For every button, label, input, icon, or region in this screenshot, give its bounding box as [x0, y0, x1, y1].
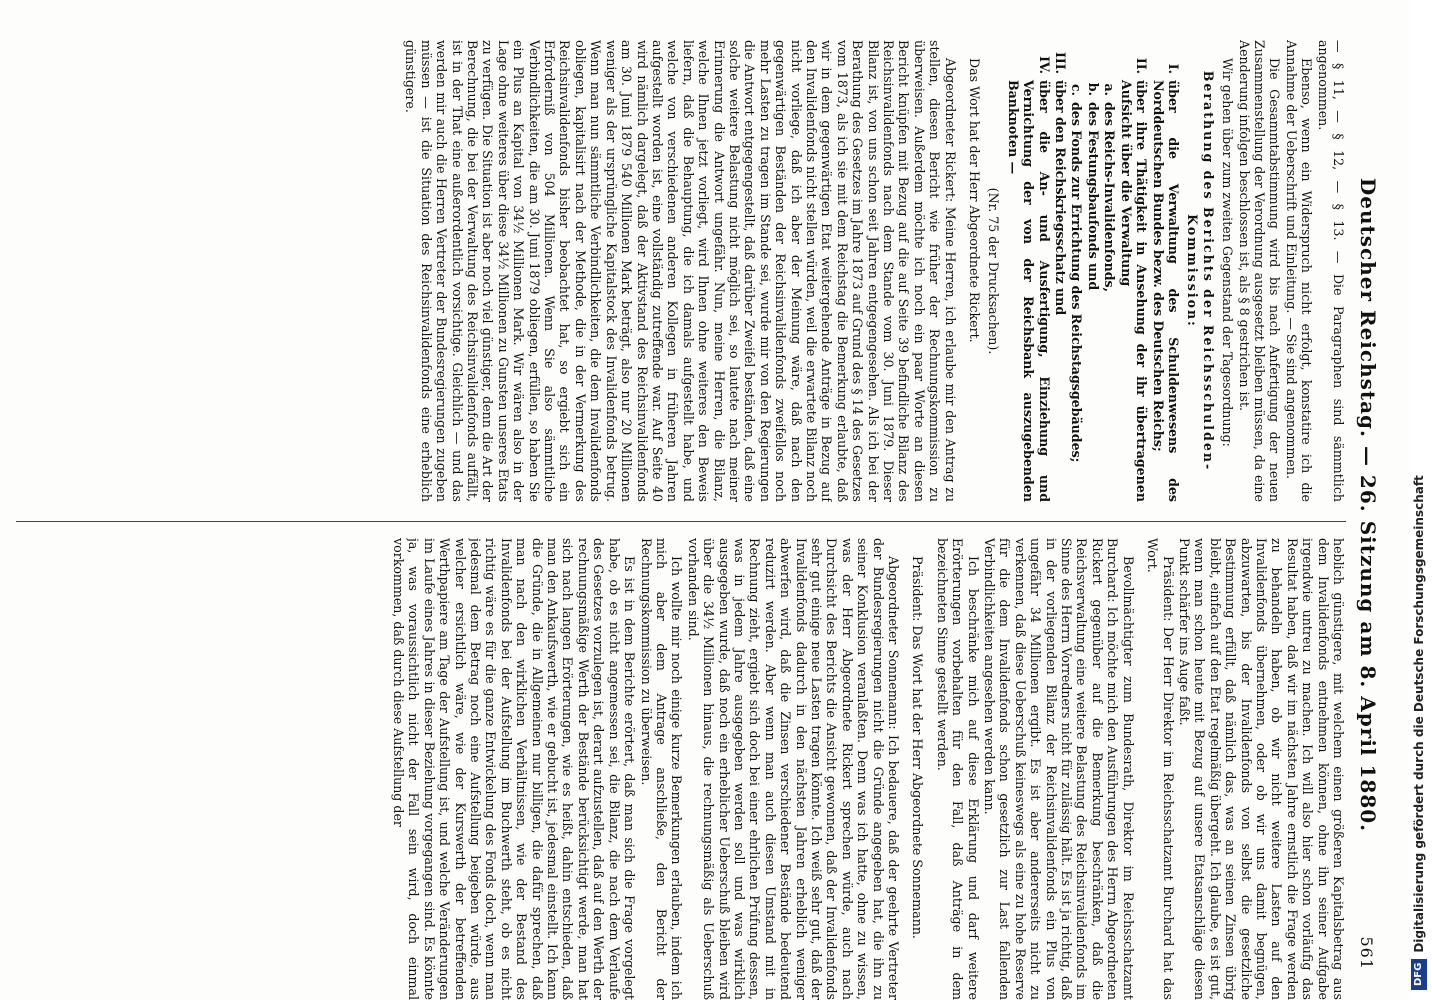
agenda-item-text: des Festungsbaufonds und: [1085, 102, 1101, 291]
text-column-right: [10, 538, 1346, 1000]
column-divider: [16, 521, 1346, 522]
paragraph: — § 11, — § 12, — § 13. — Die Paragraphen sind sämmtlich angenommen.: [1315, 40, 1346, 502]
paragraph: Wir gehen über zum zweiten Gegenstand der Tagesordnung:: [1220, 58, 1236, 447]
agenda-item-text: über die Verwaltung des Schuldenwesens des Norddeutschen Bundes bezw. des Deutschen Reichs;: [1150, 80, 1181, 502]
paragraph: Abgeordneter Rickert: Meine Herren, ich erlaube mir den Antrag zu stellen, diesen Bericht wie früher der Rechnungskommission zu überweisen. Außerdem möchte ich noch ein paar Worte an diesen Bericht knüpfen mit Bezug auf die auf Seite 39 befindliche Bilanz des Reichsinvalidenfonds nach dem Stande vom 30. Juni 1879. Dieser Bilanz ist, von uns schon seit Jahren entgegengesehen. Als ich bei der Berathung des Gesetzes im Jahre 1873 auf Grund des § 14 des Gesetzes vom 1873, als ich sie mit dem Reichstag die Bemerkung erlaubte, daß wir in dem gegenwärtigen Etat weitergehende Anträge in Bezug auf den Invalidenfonds nicht stellen würden, weil die erwartete Bilanz noch nicht vorliege, daß ich aber der Meinung wäre, daß nach den gegenwärtigen Beständen der Reichsinvalidenfonds zweifellos noch mehr Lasten zu tragen im Stande sei, wurde mir von den Regierungen die Antwort entgegengestellt, daß darüber Zweifel beständen, daß eine solche weitere Belastung nicht möglich sei, so lautete nach meiner Erinnerung die Antwort ungefähr. Nun, meine Herren, die Bilanz, welche Ihnen jetzt vorliegt, wird Ihnen ohne weiteres den Beweis liefern, daß die Behauptung, die ich damals aufgestellt habe, und welche von verschiedenen anderen Kollegen in früheren Jahren aufgestellt worden ist, eine vollständig zutreffende war. Auf Seite 40 wird nämlich dargelegt, daß der Aktivstand des Reichsinvalidenfonds am 30. Juni 1879 540 Millionen Mark beträgt, also nur 20 Millionen weniger als der ursprüngliche Kapitalstock des Invalidenfonds betrug. Wenn man nun sämmtliche Verbindlichkeiten, die dem Invalidenfonds obliegen, kapitalisirt nach der Methode, die in der Vermerkung des Reichsinvalidenfonds bisher beobachtet hat, so ergiebt sich ein Erforderniß von 504 Millionen. Wenn Sie also sämmtliche Verbindlichkeiten, die am 30. Juni 1879 obliegen, erfüllen, so haben Sie ein Plus an Kapital von 34½ Millionen Mark. Wir wären also in der Lage ohne weiteres über diese 34½ Millionen zu Gunsten unseres Etats zu verfügen. Die Situation ist aber noch viel günstiger, denn die Art der Berechnung, die bei der Verwaltung des Reichsinvalidenfonds auffällt, ist in der That eine außerordentlich vorsichtige. Gleichlich — und das werden mir auch die Herren Vertreter der Bundesregierungen zugeben müssen — ist die Situation des Reichsinvalidenfonds eine erheblich günstigere.: [403, 40, 958, 502]
paragraph: Ich wollte mir noch einige kurze Bemerkungen erlauben, indem ich mich aber dem Antrage anschließe, den Bericht der Rechnungskommission zu überweisen.: [638, 538, 685, 1000]
paragraph-gap: [925, 538, 933, 1000]
agenda-item-number: II.: [1134, 57, 1150, 74]
agenda-item: [1102, 40, 1117, 502]
agenda-item: [1118, 40, 1149, 502]
paragraph: heblich günstigere, mit welchem einen größeren Kapitalsbetrag aus dem Invalidenfonds entnehmen können, ohne ihn seiner Aufgabe irgendwie untreu zu machen. Ich will also hier schon vorläufig das Resultat haben, daß wir im nächsten Jahre ernstlich die Frage werden zu behandeln haben, ob wir nicht weitere Lasten auf den Invalidenfonds übernehmen, oder ob wir uns damit begnügen, abzuwarten, bis der Invalidenfonds von selbst die gesetzliche Bestimmung erfüllt, daß nämlich das, was an seinen Zinsen übrig bleibt, einfach auf den Etat regelmäßig übergeht. Ich glaube, es ist gut, wenn man schon heute mit Bezug auf unsere Etatsanschläge diesen Punkt schärfer ins Auge faßt.: [1176, 538, 1346, 1000]
agenda-item: [1069, 40, 1084, 502]
agenda-item-number: a.: [1102, 83, 1118, 96]
agenda-item-number: IV.: [1036, 56, 1052, 74]
dfg-logo-icon: DFG: [1411, 959, 1427, 990]
agenda-item-text: über ihre Thätigkeit in Ansehung der ihr übertragenen Aufsicht über die Verwaltung: [1118, 80, 1150, 502]
paragraph: Ebenso, wenn ein Widerspruch nicht erfolgt, konstatire ich die Annahme der Ueberschrift und Einleitung. — Sie sind angenommen.: [1283, 40, 1315, 502]
digitization-note: [1402, 475, 1428, 990]
agenda-item-number: c.: [1069, 83, 1085, 96]
agenda-item-text: über den Reichskriegsschatz und: [1053, 80, 1069, 316]
agenda-item-number: b.: [1085, 82, 1101, 96]
paragraph: Die Gesammtabstimmung wird bis nach Anfertigung der neuen Zusammenstellung der Verordnung ausgesetzt bleiben müssen, da eine Aenderung infolgen beschlossen ist, als § 8 gestrichen ist.: [1236, 40, 1283, 502]
agenda-item: [1086, 40, 1101, 502]
paragraph: Berathung des Berichts der Reichsschulden-Kommission:: [1185, 70, 1216, 472]
digitization-credit: Digitalisierung gefördert durch die Deutsche Forschungsgemeinschaft: [1412, 475, 1426, 953]
agenda-list: [1005, 40, 1180, 502]
paragraph: Ich beschränke mich auf diese Erklärung und darf weitere Erörterungen vorbehalten für den Fall, daß Anträge in dem bezeichneten Sinne gestellt werden.: [934, 538, 981, 1000]
paragraph: Präsident: Der Herr Direktor im Reichsschatzamt Burchard hat das Wort.: [1145, 538, 1176, 1000]
paragraph: Abgeordneter Sonnemann: Ich bedauere, daß der geehrte Vertreter der Bundesregierungen nicht die Gründe angegeben hat, die ihn zu seiner Konklusion veranlaßten. Denn was ich hatte, ohne zu wissen, was der Herr Abgeordnete Rickert sprechen würde, auch nach Durchsicht des Berichts die Ansicht gewonnen, daß der Invalidenfonds sehr gut einige neue Lasten tragen könnte. Ich weiß sehr gut, daß der Invalidenfonds dadurch in den nächsten Jahren erheblich weniger abwerfen wird, daß die Zinsen verschiedener Bestände bedeutend reduzirt werden. Aber wenn man auch diesen Umstand mit in Rechnung zieht, ergiebt sich doch bei einer ehrlichen Prüfung dessen, was in jedem Jahre ausgegeben werden soll und was wirklich ausgegeben wurde, daß noch ein erheblicher Ueberschuß bleiben wird über die 34½ Millionen hinaus, die rechnungsmäßig als Ueberschuß vorhanden sind.: [685, 538, 902, 1000]
agenda-item-text: über die An- und Ausfertigung, Einziehung und Vernichtung der von der Reichsbank auszugebenden Banknoten —: [1005, 80, 1052, 502]
running-title: Deutscher Reichstag. — 26. Sitzung am 8. April 1880.: [1356, 177, 1380, 833]
paragraph-gap: [1136, 538, 1144, 1000]
agenda-item: [1053, 40, 1068, 502]
agenda-item-number: I.: [1165, 63, 1181, 74]
paragraph: Präsident: Das Wort hat der Herr Abgeordnete Sonnemann.: [910, 556, 926, 939]
agenda-item: [1005, 40, 1051, 502]
agenda-item-number: III.: [1053, 51, 1069, 74]
paragraph: Es ist in dem Berichte erörtert, daß man sich die Frage vorgelegt habe, ob es nicht angemessen sei, die Bilanz, die nach dem Verlaufe des Gesetzes vorzulegen ist, derart aufzustellen, daß auf den Werth der rechnungsmäßige Werth der Bestände berücksichtigt werde, man hat sich nach langen Erörterungen, wie es heißt, dahin entschieden, daß man den Ankaufswerth, wie er gebucht ist, jedesmal einstellt. Ich kann die Gründe, die in Allgemeinen nur billigen, die dafür sprechen, daß man nach den wirklichen Verhältnissen, wie der Bestand des Invalidenfonds bei der Aufstellung im Buchwerth steht, ob es nicht richtig wäre es für die ganze Entwickelung des Fonds doch, wenn man jedesmal dem Betrag noch eine Aufstellung beigeben würde, aus welcher ersichtlich wäre, wie der Kurswerth der betreffenden Werthpapiere am Tage der Aufstellung ist, und welche Veränderungen im Laufe eines Jahres in dieser Beziehung vorgegangen sind. Es könnte ja, was voraussichtlich nicht der Fall sein wird, doch einmal vorkommen, daß durch diese Aufstellung der: [391, 538, 638, 1000]
paragraph-gap: [901, 538, 909, 1000]
page-header: [1350, 40, 1382, 970]
paragraph: (Nr. 75 der Drucksachen).: [986, 187, 1002, 355]
paragraph: Das Wort hat der Herr Abgeordnete Rickert.: [967, 58, 983, 343]
page-number: 561: [1357, 936, 1376, 970]
paragraph: Bevollmächtigter zum Bundesrath, Direktor im Reichsschatzamt Burchard: Ich möchte mich den Ausführungen des Herrn Abgeordneten Rickert gegenüber auf die Bemerkung beschränken, daß die Reichsverwaltung eine weitere Belastung des Reichsinvalidenfonds im Sinne des Herrn Vorredners nicht für zulässig hält. Es ist ja richtig, daß in der vorliegenden Bilanz der Reichsinvalidenfonds ein Plus von ungefähr 34 Millionen ergibt. Es ist aber andererseits nicht zu verkennen, daß diese Ueberschuß keineswegs als eine zu hohe Reserve für die dem Invalidenfonds schon gesetzlich zur Last fallenden Verbindlichkeiten angesehen werden kann.: [982, 538, 1136, 1000]
agenda-item-text: des Reichs-Invalidenfonds,: [1102, 102, 1118, 293]
text-column-left: [10, 40, 1346, 502]
agenda-item-text: des Fonds zur Errichtung des Reichstagsgebäudes;: [1069, 102, 1085, 463]
paragraph-gap: [958, 40, 966, 502]
agenda-item: [1150, 40, 1181, 502]
